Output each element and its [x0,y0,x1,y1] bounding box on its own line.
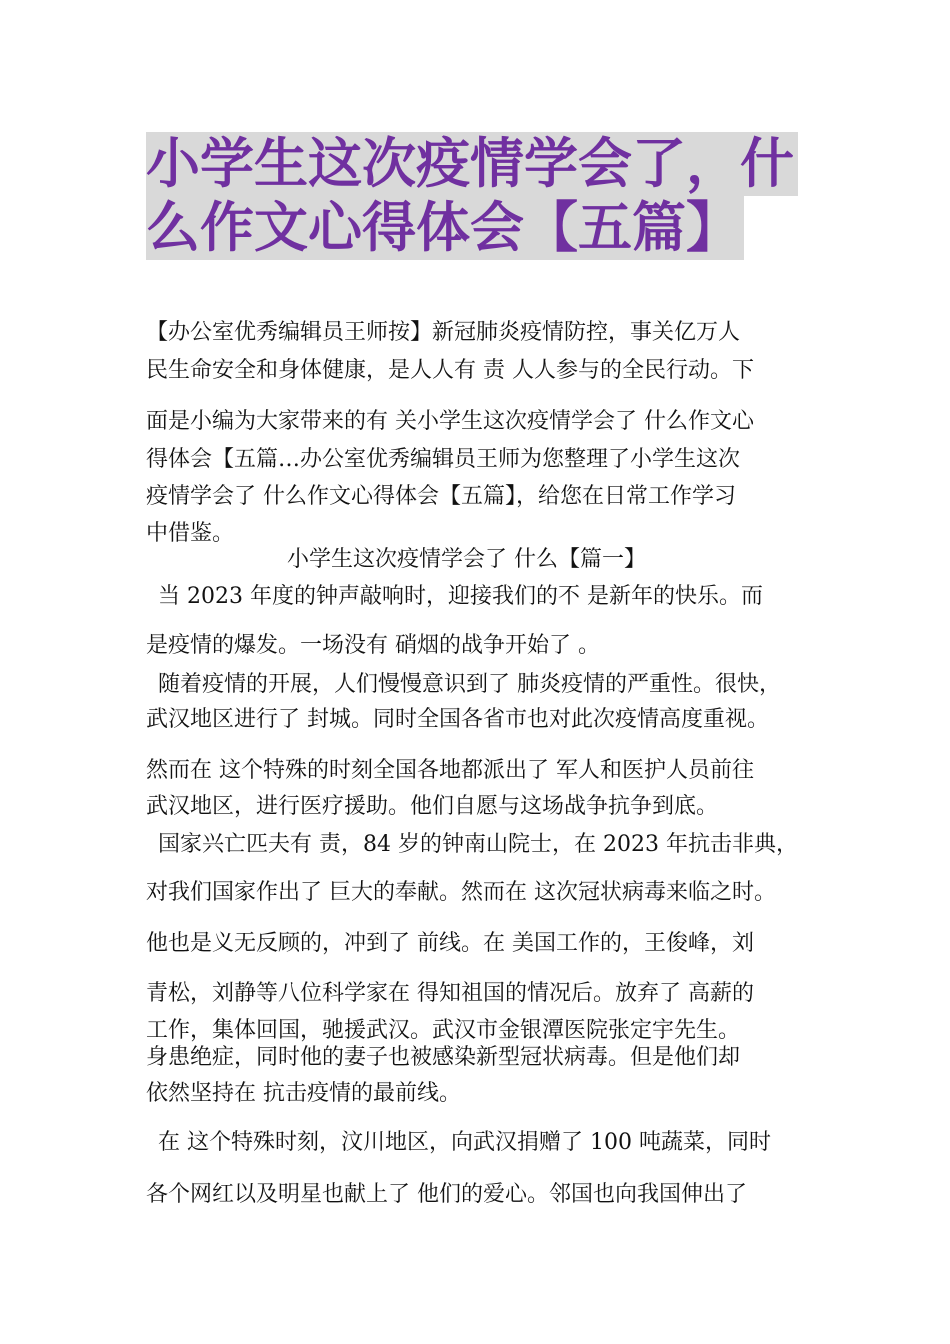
paragraph-line: 身患绝症，同时他的妻子也被感染新型冠状病毒。但是他们却 [146,1045,741,1070]
intro-line: 得体会【五篇…办公室优秀编辑员王师为您整理了小学生这次 [146,447,741,472]
paragraph-line: 他也是义无反顾的，冲到了 前线。在 美国工作的，王俊峰，刘 [146,931,754,956]
paragraph-line: 工作，集体回国，驰援武汉。武汉市金银潭医院张定宇先生。 [146,1018,741,1043]
paragraph-line: 当 2023 年度的钟声敲响时，迎接我们的不 是新年的快乐。而 [158,584,763,609]
paragraph-line: 然而在 这个特殊的时刻全国各地都派出了 军人和医护人员前往 [146,758,754,783]
intro-line: 面是小编为大家带来的有 关小学生这次疫情学会了 什么作文心 [146,409,754,434]
intro-line: 疫情学会了 什么作文心得体会【五篇】，给您在日常工作学习 [146,484,736,509]
paragraph-line: 武汉地区进行了 封城。同时全国各省市也对此次疫情高度重视。 [146,707,769,732]
paragraph-line: 随着疫情的开展，人们慢慢意识到了 肺炎疫情的严重性。很快， [158,672,781,697]
paragraph-line: 各个网红以及明星也献上了 他们的爱心。邻国也向我国伸出了 [146,1182,747,1207]
intro-line: 民生命安全和身体健康，是人人有 责 人人参与的全民行动。下 [146,358,754,383]
paragraph-line: 依然坚持在 抗击疫情的最前线。 [146,1081,461,1106]
title-line-2: 么作文心得体会【五篇】 [146,196,744,260]
intro-line: 【办公室优秀编辑员王师按】新冠肺炎疫情防控，事关亿万人 [146,320,741,345]
intro-line: 中借鉴。 [146,521,235,546]
paragraph-line: 是疫情的爆发。一场没有 硝烟的战争开始了 。 [146,633,600,658]
document-title [146,132,798,260]
paragraph-line: 在 这个特殊时刻，汶川地区，向武汉捐赠了 100 吨蔬菜，同时 [158,1130,771,1155]
paragraph-line: 青松，刘静等八位科学家在 得知祖国的情况后。放弃了 高薪的 [146,981,754,1006]
section-heading: 小学生这次疫情学会了 什么【篇一】 [287,547,646,572]
paragraph-line: 武汉地区，进行医疗援助。他们自愿与这场战争抗争到底。 [146,794,719,819]
paragraph-line: 对我们国家作出了 巨大的奉献。然而在 这次冠状病毒来临之时。 [146,880,776,905]
paragraph-line: 国家兴亡匹夫有 责，84 岁的钟南山院士，在 2023 年抗击非典， [158,832,798,857]
title-line-1: 小学生这次疫情学会了，什 [146,132,798,196]
